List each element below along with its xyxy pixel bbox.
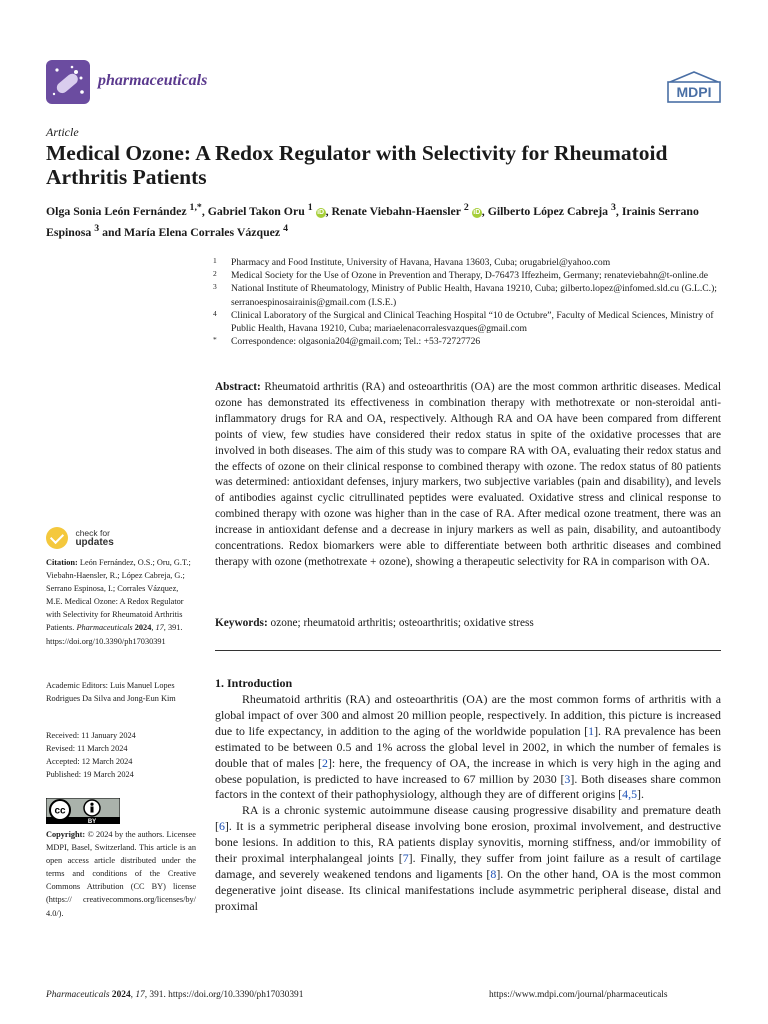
citation-text: León Fernández, O.S.; Oru, G.T.; Viebahn-Haensler, R.; López Cabreja, G.; Serrano Espinosa, I.; Corrales Vázquez, M.E. Medical Ozone: A Redox Regulator with Selectivity for Rheumatoid Arthritis Patients.: [46, 558, 191, 633]
date-label: Accepted:: [46, 757, 80, 767]
publisher-logo[interactable]: [666, 70, 722, 104]
footer-journal: Pharmaceuticals: [46, 990, 110, 1000]
footer-year: 2024: [111, 990, 131, 1000]
affiliation-text: Medical Society for the Use of Ozone in Prevention and Therapy, D-76473 Iffezheim, Germany; renateviebahn@t-online.de: [231, 270, 708, 282]
check-updates-line2: updates: [75, 537, 114, 548]
checkmark-icon: [46, 527, 68, 549]
author-affiliation-mark: 3: [94, 222, 100, 234]
date-row: [46, 770, 134, 779]
article-type: Article: [46, 125, 79, 139]
affiliation-item: [213, 269, 733, 282]
footer-citation: Pharmaceuticals 2024, 17, 391. https://doi.org/10.3390/ph17030391: [46, 990, 304, 1000]
date-value: 19 March 2024: [83, 770, 134, 780]
affiliation-item: [213, 282, 733, 308]
author-affiliation-mark: 2: [463, 202, 469, 213]
body-text-run: ]. It is a symmetric peripheral disease involving bone erosion, proximal involvement, and destructive bone lesions. In addition to this, RA patients display synovitis, morning stiffness, and/or immobility of their proximal interphalangeal joints [: [215, 819, 721, 866]
author-affiliation-mark: 4: [283, 222, 288, 234]
abstract-text: Rheumatoid arthritis (RA) and osteoarthritis (OA) are the most common arthritic diseases. Medical ozone has demonstrated its effectiveness in combination therapy with methotrexate or non-steroidal anti-inflammatory drugs for RA and OA, respectively. Although RA and OA have been compared from different points of view, few studies have considered their redox status in spite of the oxidative processes that are involved in both diseases. The aim of this study was to compare RA with OA, evaluating their redox status and the effects of ozone on their clinical response to combined therapy with ozone. The redox status of 80 patients was determined: antioxidant defenses, injury markers, two subjective variables (pain and disability), and levels of antibodies against cyclic citrullinated peptides were evaluated. Oxidative stress and clinical response to combined therapy with ozone was higher than in the case of RA. After medical ozone treatment, there was an increase in antioxidant defense and a decrease in injury markers as well as pain, disability, and autoantibody concentrations. Redox biomarkers were able to differentiate between both arthritic diseases and combined therapy with ozone (methotrexate + ozone), showing a therapeutic selectivity for RA in comparison with OA.: [215, 381, 722, 568]
body-text-run: ].: [637, 787, 644, 802]
date-label: Revised:: [46, 744, 76, 754]
author-name[interactable]: Irainis Serrano Espinosa: [46, 203, 699, 239]
citation-year: 2024: [134, 623, 152, 633]
author-affiliation-mark: 3: [611, 202, 616, 213]
affiliation-text: Correspondence: olgasonia204@gmail.com; Tel.: +53-72727726: [231, 336, 481, 348]
keywords-text: ozone; rheumatoid arthritis; osteoarthritis; oxidative stress: [270, 617, 534, 629]
body-text-run: ]. Finally, they suffer from joint failure as a result of cartilage damage, and severely weakened tendons and ligaments [: [215, 851, 721, 881]
reference-link[interactable]: 7: [402, 851, 409, 866]
section-divider: [215, 650, 721, 651]
author-name[interactable]: Renate Viebahn-Haensler: [331, 203, 461, 218]
date-row: [46, 731, 136, 740]
citation-block: Citation: León Fernández, O.S.; Oru, G.T.; Viebahn-Haensler, R.; López Cabreja, G.; Serrano Espinosa, I.; Corrales Vázquez, M.E. Medical Ozone: A Redox Regulator with Selectivity for Rheumatoid Arthritis Patients. Pharmaceuticals 2024, 17, 391. https://doi.org/10.3390/ph17030391: [46, 558, 191, 646]
reference-link[interactable]: 8: [490, 866, 497, 881]
body-paragraph: [215, 692, 721, 803]
citation-doi-link[interactable]: https://doi.org/10.3390/ph17030391: [46, 636, 166, 646]
body-text-run: ]. On the other hand, OA is the most common degenerative joint disease. Its clinical manifestations include asymmetric peripheral disease, distal and proximal: [215, 866, 721, 913]
academic-editors: [46, 679, 196, 705]
date-row: [46, 757, 132, 766]
cc-by-label: BY: [87, 819, 97, 824]
article-title: Medical Ozone: A Redox Regulator with Selectivity for Rheumatoid Arthritis Patients: [46, 141, 668, 189]
copyright-label: Copyright:: [46, 830, 86, 839]
check-updates-line1: check for: [75, 528, 110, 538]
section-heading: 1. Introduction: [215, 676, 293, 690]
keywords-label: Keywords:: [215, 617, 268, 629]
author-name[interactable]: Olga Sonia León Fernández: [46, 203, 187, 218]
author-name[interactable]: María Elena Corrales Vázquez: [124, 224, 281, 239]
journal-logo-icon: [46, 60, 90, 104]
abstract-label: Abstract:: [215, 381, 261, 393]
author-name[interactable]: Gilberto López Cabreja: [487, 203, 609, 218]
editors-names: Luis Manuel Lopes Rodrigues Da Silva and Jong-Eun Kim: [46, 681, 176, 704]
affiliation-item: [213, 256, 733, 269]
body-text-run: RA is a chronic systemic autoimmune disease causing progressive disability and premature death [: [215, 803, 721, 834]
date-label: Received:: [46, 731, 80, 740]
reference-link[interactable]: 6: [218, 819, 225, 834]
date-label: Published:: [46, 770, 82, 780]
affiliation-mark: 3: [213, 282, 217, 292]
affiliation-item: [213, 309, 733, 335]
reference-link[interactable]: 2: [322, 755, 328, 770]
date-value: 12 March 2024: [81, 757, 133, 767]
journal-name[interactable]: pharmaceuticals: [98, 72, 208, 89]
keywords: [215, 616, 721, 632]
abstract: [215, 380, 721, 571]
footer-journal-url[interactable]: https://www.mdpi.com/journal/pharmaceuticals: [489, 990, 668, 1000]
date-value: 11 March 2024: [77, 744, 128, 754]
reference-link[interactable]: 4,5: [622, 787, 638, 802]
author-name[interactable]: Gabriel Takon Oru: [207, 203, 305, 218]
check-for-updates-badge[interactable]: [46, 527, 114, 549]
orcid-icon[interactable]: iD: [317, 208, 325, 216]
affiliation-mark: 4: [213, 308, 217, 318]
author-affiliation-mark: 1: [307, 202, 313, 213]
body-text-run: ]: here, the frequency of OA, the increase in which is very high in the aging and obese population, is predicted to have increased to 67 million by 2030 [: [215, 755, 721, 786]
body-text-run: ]. Both diseases share common factors in the context of their pathophysiology, although they are of different origins [: [215, 771, 721, 802]
reference-link[interactable]: 1: [588, 723, 595, 738]
author-affiliation-mark: 1,*: [189, 202, 202, 213]
editors-label: Academic Editors:: [46, 681, 108, 690]
date-value: 11 January 2024: [81, 731, 136, 740]
cc-by-license-icon[interactable]: [46, 798, 120, 824]
affiliation-item: [213, 335, 733, 348]
citation-label: Citation:: [46, 558, 78, 567]
affiliation-mark: 2: [213, 269, 217, 279]
footer-doi[interactable]: , 391. https://doi.org/10.3390/ph17030391: [144, 990, 304, 1000]
affiliation-text: Clinical Laboratory of the Surgical and Clinical Teaching Hospital “10 de Octubre”, Faculty of Medical Sciences, Ministry of Public Health, Havana 19210, Cuba; mariaelenacorralesvazques@gmail.com: [231, 309, 714, 335]
date-row: [46, 744, 128, 753]
affiliation-text: Pharmacy and Food Institute, University of Havana, Havana 13603, Cuba; orugabriel@yahoo.com: [231, 257, 611, 268]
copyright-notice: [46, 828, 196, 920]
citation-volume: 17: [155, 623, 164, 633]
affiliation-mark: *: [213, 335, 217, 345]
cc-symbol: cc: [54, 805, 66, 817]
reference-link[interactable]: 3: [564, 771, 571, 786]
affiliation-list: [213, 256, 733, 348]
author-list: Olga Sonia León Fernández $^{1,*}$, Gabriel Takon Oru $^1$ iD , Renate Viebahn-Haensler $^2$ iD , Gilberto López Cabreja $^3$, Irainis Serrano Espinosa $^3$ and María Elena Corrales Vázquez $^4$: [46, 202, 699, 239]
body-text-run: ]. RA prevalence has been estimated to be between 0.5 and 1% across the global level in 2002, in which the number of females is double that of males [: [215, 723, 721, 770]
copyright-text: © 2024 by the authors. Licensee MDPI, Basel, Switzerland. This article is an open access article distributed under the terms and conditions of the Creative Commons Attribution (CC BY) license (https:// creativecommons.org/licenses/by/ 4.0/).: [46, 830, 196, 918]
footer-volume: 17: [135, 990, 145, 1000]
body-paragraph: [215, 803, 721, 914]
body-text: [215, 692, 721, 915]
affiliation-text: National Institute of Rheumatology, Ministry of Public Health, Havana 19210, Cuba; gilberto.lopez@infomed.sld.cu (G.L.C.); serranoespinosairainis@gmail.com (I.S.E.): [231, 283, 717, 308]
affiliation-mark: 1: [213, 256, 217, 265]
orcid-icon[interactable]: iD: [473, 208, 481, 216]
body-text-run: Rheumatoid arthritis (RA) and osteoarthritis (OA) are the most common forms of arthritis with a global impact of over 300 and almost 20 million people, respectively. In addition, this picture is increased due to life expectancy, in addition to the aging of the worldwide population [: [215, 692, 721, 738]
publisher-name: MDPI: [676, 84, 712, 100]
publication-dates: [46, 729, 196, 781]
citation-pages: , 391.: [163, 623, 183, 633]
citation-journal: Pharmaceuticals: [76, 623, 133, 633]
